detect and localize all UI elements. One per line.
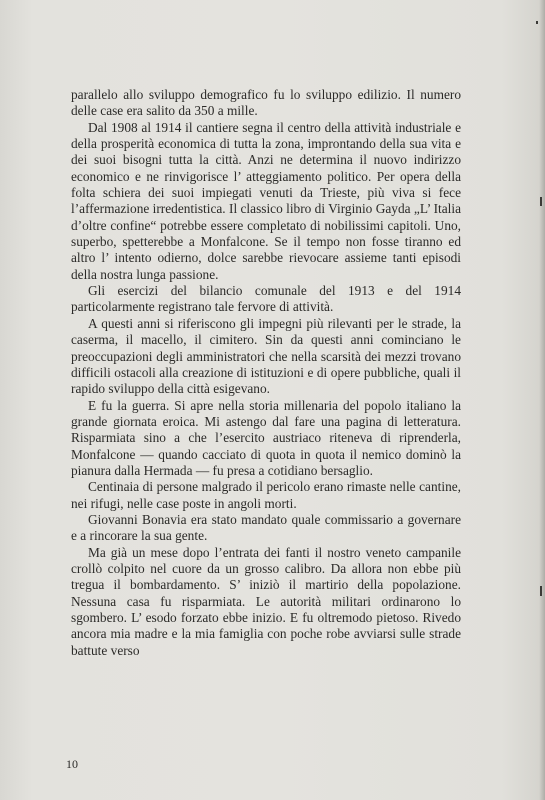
paragraph-8: Ma già un mese dopo l’entrata dei fanti il nostro veneto campanile crollò colpito nel cuore da un grosso calibro. Da allora non ebbe più tregua il bombardamento. S’ iniziò il martirio della popolazione. Nessuna casa fu risparmiata. Le autorità militari ordinarono lo sgombero. L’ esodo forzato ebbe inizio. E fu oltremodo pietoso. Rivedo ancora mia madre e la mia famiglia con poche robe avviarsi sulle strade battute verso	[71, 544, 461, 658]
paragraph-4: A questi anni si riferiscono gli impegni più rilevanti per le strade, la caserma, il macello, il cimitero. Sin da questi anni cominciano le preoccupazioni degli amministratori che nella scarsità dei mezzi trovano difficili ostacoli alla creazione di istituzioni e di opere pubbliche, quali il rapido sviluppo della città esigevano.	[71, 315, 461, 397]
paragraph-2: Dal 1908 al 1914 il cantiere segna il centro della attività industriale e della prosperità economica di tutta la zona, improntando della sua vita e dei suoi bisogni tutta la città. Anzi ne determina il nuovo indirizzo economico e ne rinvigorisce l’ atteggiamento politico. Per opera della folta schiera dei suoi impiegati venuti da Trieste, più viva si fece l’affermazione irredentistica. Il classico libro di Virginio Gayda „L’ Italia d’oltre confine“ potrebbe essere completato di nobilissimi capitoli. Uno, superbo, spetterebbe a Monfalcone. Se il tempo non fosse tiranno ed altro l’ intento odierno, dolce sarebbe rievocare assieme tanti episodi della nostra lunga passione.	[71, 119, 461, 282]
paragraph-1: parallelo allo sviluppo demografico fu lo sviluppo edilizio. Il numero delle case era salito da 350 a mille.	[71, 87, 461, 119]
page-edge-shadow	[539, 0, 545, 800]
paragraph-3: Gli esercizi del bilancio comunale del 1913 e del 1914 particolarmente registrano tale fervore di attività.	[71, 283, 461, 315]
body-text	[71, 87, 461, 659]
paragraph-7: Giovanni Bonavia era stato mandato quale commissario a governare e a rincorare la sua gente.	[71, 511, 461, 544]
paragraph-6: Centinaia di persone malgrado il pericolo erano rimaste nelle cantine, nei rifugi, nelle case poste in angoli morti.	[71, 479, 461, 511]
scan-mark-top	[536, 21, 538, 24]
page-number: 10	[66, 757, 78, 771]
paragraph-5: E fu la guerra. Si apre nella storia millenaria del popolo italiano la grande giornata eroica. Mi astengo dal fare una pagina di letteratura. Risparmiata sino a che l’esercito austriaco riteneva di riprenderla, Monfalcone — quando cacciato di quota in quota il nemico dominò la pianura dalla Hermada — fu presa a cotidiano bersaglio.	[71, 397, 461, 478]
